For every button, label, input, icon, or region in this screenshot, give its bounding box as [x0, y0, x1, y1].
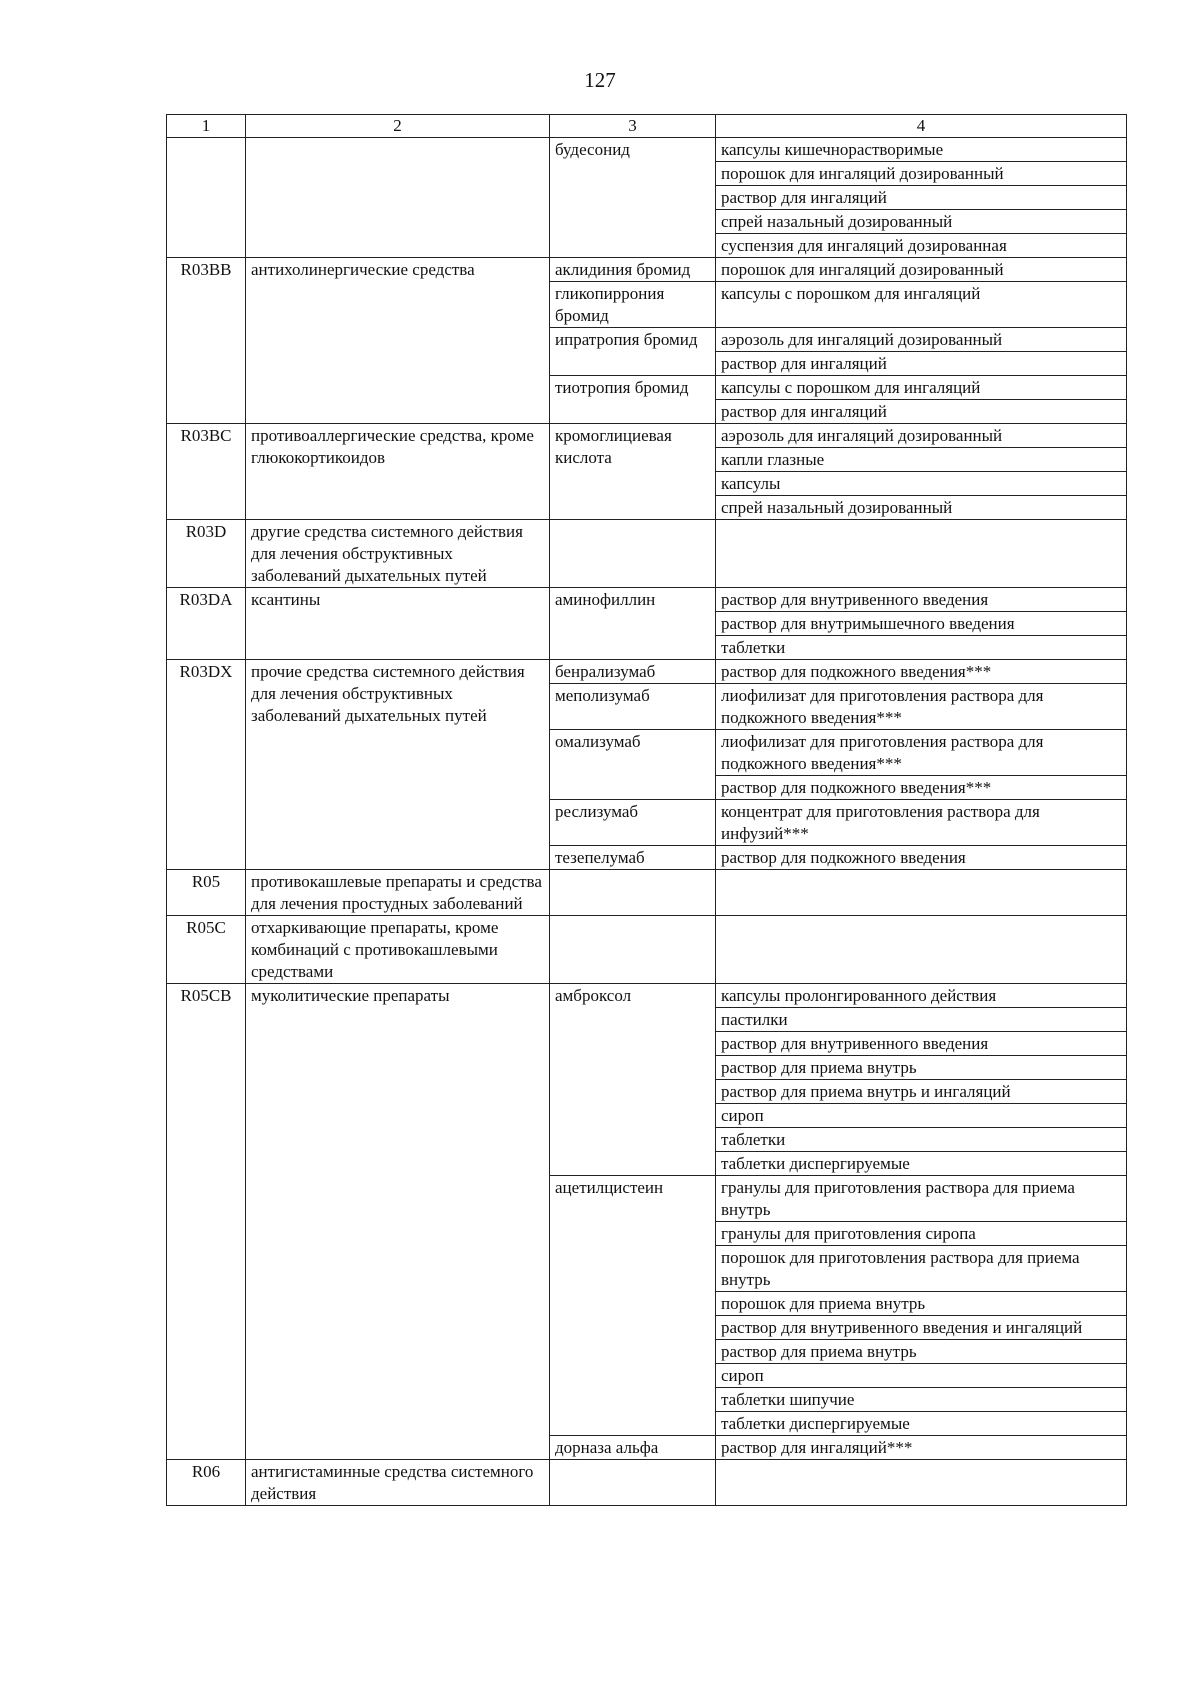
group-name: отхаркивающие препараты, кроме комбинаций с противокашлевыми средствами [246, 916, 550, 984]
column-header: 3 [550, 115, 716, 138]
dosage-form: таблетки диспергируемые [716, 1412, 1127, 1436]
dosage-form: спрей назальный дозированный [716, 210, 1127, 234]
dosage-form: капли глазные [716, 448, 1127, 472]
dosage-form: раствор для приема внутрь [716, 1340, 1127, 1364]
dosage-form [716, 916, 1127, 984]
drug-name: амброксол [550, 984, 716, 1176]
dosage-form: капсулы пролонгированного действия [716, 984, 1127, 1008]
column-header: 4 [716, 115, 1127, 138]
atc-code: R06 [167, 1460, 246, 1506]
dosage-form: суспензия для ингаляций дозированная [716, 234, 1127, 258]
group-name: антигистаминные средства системного действия [246, 1460, 550, 1506]
group-name [246, 138, 550, 258]
group-name: антихолинергические средства [246, 258, 550, 424]
drug-name: будесонид [550, 138, 716, 258]
dosage-form: порошок для ингаляций дозированный [716, 162, 1127, 186]
drug-name: аклидиния бромид [550, 258, 716, 282]
group-name: противоаллергические средства, кроме глюкокортикоидов [246, 424, 550, 520]
drug-table-body [167, 115, 1127, 1506]
atc-code: R05C [167, 916, 246, 984]
atc-code: R03BB [167, 258, 246, 424]
dosage-form: аэрозоль для ингаляций дозированный [716, 328, 1127, 352]
drug-name [550, 1460, 716, 1506]
table-row [167, 660, 1127, 684]
dosage-form: раствор для приема внутрь и ингаляций [716, 1080, 1127, 1104]
table-row [167, 424, 1127, 448]
dosage-form: раствор для подкожного введения*** [716, 660, 1127, 684]
dosage-form: раствор для подкожного введения [716, 846, 1127, 870]
dosage-form: гранулы для приготовления сиропа [716, 1222, 1127, 1246]
dosage-form: концентрат для приготовления раствора для инфузий*** [716, 800, 1127, 846]
dosage-form: лиофилизат для приготовления раствора для подкожного введения*** [716, 684, 1127, 730]
atc-code: R05CB [167, 984, 246, 1460]
dosage-form: раствор для приема внутрь [716, 1056, 1127, 1080]
column-header: 1 [167, 115, 246, 138]
drug-name [550, 916, 716, 984]
table-row [167, 138, 1127, 162]
dosage-form: таблетки [716, 636, 1127, 660]
dosage-form: порошок для приема внутрь [716, 1292, 1127, 1316]
dosage-form: капсулы с порошком для ингаляций [716, 376, 1127, 400]
table-row [167, 520, 1127, 588]
dosage-form: гранулы для приготовления раствора для приема внутрь [716, 1176, 1127, 1222]
dosage-form [716, 1460, 1127, 1506]
dosage-form: раствор для внутривенного введения и ингаляций [716, 1316, 1127, 1340]
drug-name: реслизумаб [550, 800, 716, 846]
dosage-form: раствор для ингаляций*** [716, 1436, 1127, 1460]
group-name: другие средства системного действия для лечения обструктивных заболеваний дыхательных путей [246, 520, 550, 588]
drug-name: ацетилцистеин [550, 1176, 716, 1436]
drug-name: гликопиррония бромид [550, 282, 716, 328]
dosage-form: раствор для подкожного введения*** [716, 776, 1127, 800]
dosage-form: таблетки шипучие [716, 1388, 1127, 1412]
drug-name [550, 520, 716, 588]
dosage-form: пастилки [716, 1008, 1127, 1032]
drug-name: кромоглициевая кислота [550, 424, 716, 520]
group-name: муколитические препараты [246, 984, 550, 1460]
drug-name: тезепелумаб [550, 846, 716, 870]
dosage-form: раствор для ингаляций [716, 400, 1127, 424]
drug-name [550, 870, 716, 916]
dosage-form: таблетки диспергируемые [716, 1152, 1127, 1176]
dosage-form: раствор для внутривенного введения [716, 588, 1127, 612]
group-name: противокашлевые препараты и средства для лечения простудных заболеваний [246, 870, 550, 916]
dosage-form: раствор для внутривенного введения [716, 1032, 1127, 1056]
atc-code: R05 [167, 870, 246, 916]
dosage-form: таблетки [716, 1128, 1127, 1152]
dosage-form: аэрозоль для ингаляций дозированный [716, 424, 1127, 448]
drug-name: аминофиллин [550, 588, 716, 660]
dosage-form: сироп [716, 1364, 1127, 1388]
drug-name: омализумаб [550, 730, 716, 800]
dosage-form: раствор для внутримышечного введения [716, 612, 1127, 636]
dosage-form: лиофилизат для приготовления раствора для подкожного введения*** [716, 730, 1127, 776]
table-row [167, 588, 1127, 612]
group-name: прочие средства системного действия для лечения обструктивных заболеваний дыхательных путей [246, 660, 550, 870]
table-row [167, 258, 1127, 282]
atc-code: R03DA [167, 588, 246, 660]
atc-code: R03BC [167, 424, 246, 520]
page-number: 127 [584, 68, 616, 92]
table-row [167, 984, 1127, 1008]
table-header-row [167, 115, 1127, 138]
atc-code [167, 138, 246, 258]
dosage-form: капсулы кишечнорастворимые [716, 138, 1127, 162]
dosage-form: раствор для ингаляций [716, 352, 1127, 376]
atc-code: R03D [167, 520, 246, 588]
dosage-form: спрей назальный дозированный [716, 496, 1127, 520]
dosage-form: капсулы [716, 472, 1127, 496]
dosage-form: капсулы с порошком для ингаляций [716, 282, 1127, 328]
dosage-form: порошок для ингаляций дозированный [716, 258, 1127, 282]
drug-name: тиотропия бромид [550, 376, 716, 424]
drug-name: бенрализумаб [550, 660, 716, 684]
atc-code: R03DX [167, 660, 246, 870]
drug-name: ипратропия бромид [550, 328, 716, 376]
drug-name: дорназа альфа [550, 1436, 716, 1460]
table-row [167, 1460, 1127, 1506]
dosage-form [716, 870, 1127, 916]
table-row [167, 916, 1127, 984]
dosage-form: порошок для приготовления раствора для приема внутрь [716, 1246, 1127, 1292]
dosage-form: раствор для ингаляций [716, 186, 1127, 210]
table-row [167, 870, 1127, 916]
dosage-form: сироп [716, 1104, 1127, 1128]
drug-name: меполизумаб [550, 684, 716, 730]
column-header: 2 [246, 115, 550, 138]
group-name: ксантины [246, 588, 550, 660]
drug-table [166, 114, 1127, 1506]
dosage-form [716, 520, 1127, 588]
